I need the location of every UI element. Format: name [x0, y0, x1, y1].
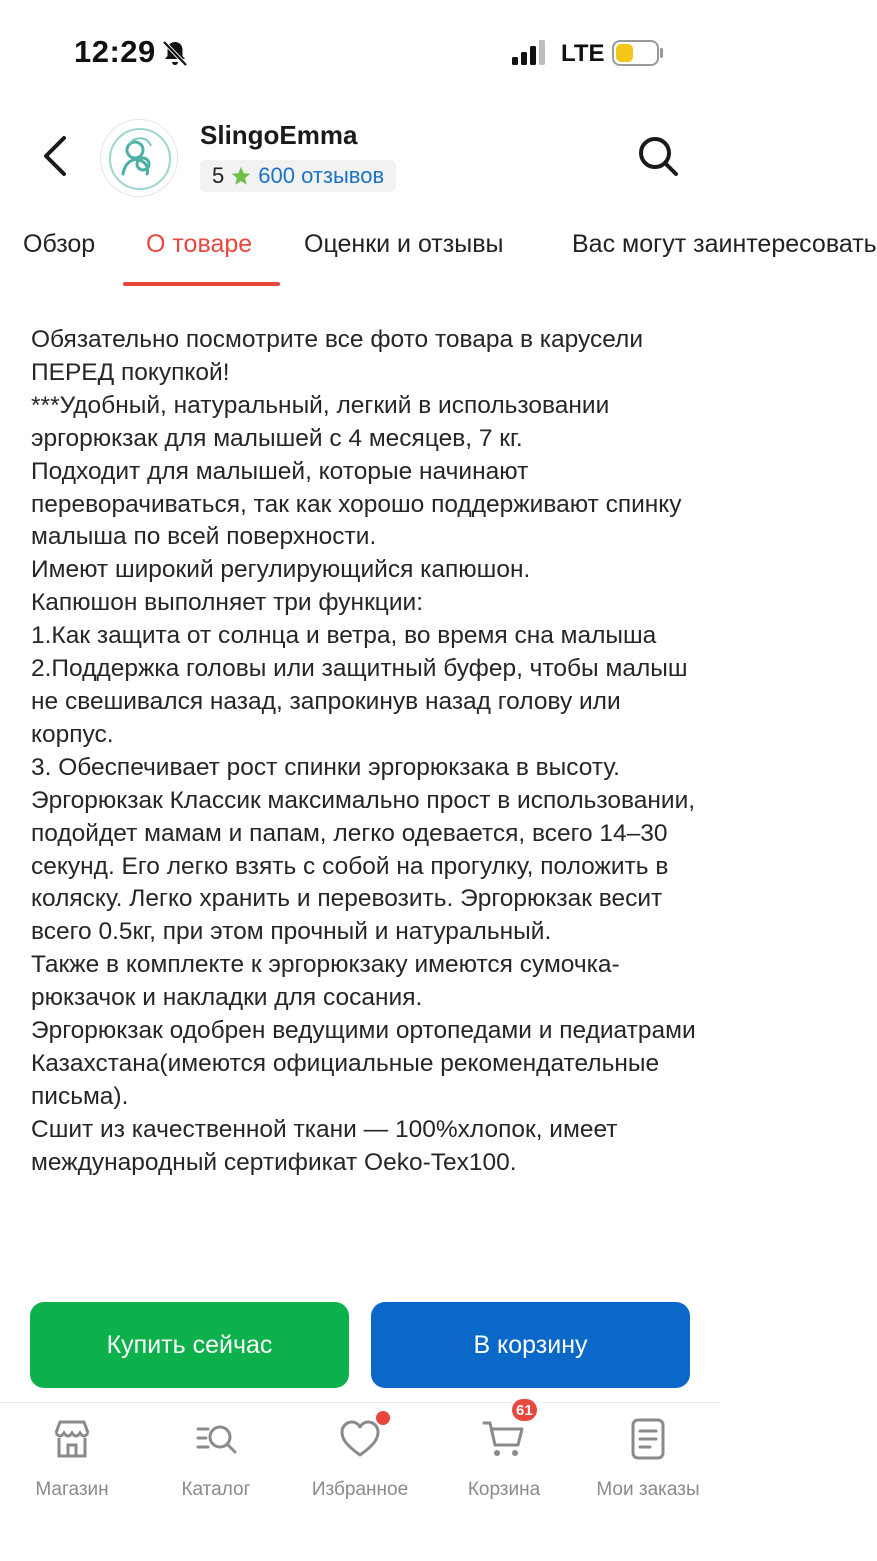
search-button[interactable]: [634, 132, 682, 180]
buy-now-button[interactable]: Купить сейчас: [30, 1302, 349, 1388]
status-time: 12:29: [74, 34, 156, 69]
nav-label: Корзина: [467, 1479, 541, 1500]
tab-bar: [0, 214, 877, 288]
back-button[interactable]: [30, 128, 80, 184]
description-paragraph: Эргорюкзак Классик максимально прост в использовании, подойдет мамам и папам, легко одевается, всего 14–30 секунд. Его легко взять с собой на прогулку, положить в коляску. Легко хранить и перевозить. Эргорюкзак весит всего 0.5кг, при этом прочный и натуральный.: [31, 786, 696, 946]
store-name[interactable]: SlingoEmma: [200, 120, 358, 150]
description-paragraph: Сшит из качественной ткани — 100%хлопок, имеет международный сертификат Oeko-Tex100.: [31, 1115, 618, 1176]
reviews-link[interactable]: 600 отзывов: [258, 163, 385, 188]
signal-icon: [512, 40, 548, 66]
add-to-cart-button[interactable]: В корзину: [371, 1302, 690, 1388]
search-icon: [634, 132, 682, 180]
cart-icon: [482, 1417, 526, 1461]
status-bar: [0, 0, 720, 104]
cart-icon-wrap: [482, 1401, 533, 1461]
store-icon: [50, 1417, 94, 1461]
rating-value: 5: [212, 163, 225, 188]
nav-label: Каталог: [181, 1479, 251, 1500]
nav-cart[interactable]: [432, 1401, 576, 1501]
sling-logo-icon: [101, 120, 179, 198]
nav-label: Мои заказы: [596, 1479, 700, 1500]
tab-reviews[interactable]: Оценки и отзывы: [304, 230, 504, 258]
tab-about-product[interactable]: О товаре: [146, 230, 253, 258]
description-paragraph: Эргорюкзак одобрен ведущими ортопедами и педиатрами Казахстана(имеются официальные рекомендательные письма).: [31, 1017, 696, 1110]
description-paragraph: 3. Обеспечивает рост спинки эргорюкзака в высоту.: [31, 753, 620, 781]
nav-label: Магазин: [35, 1479, 109, 1500]
cart-count-badge: 61: [510, 1397, 539, 1423]
purchase-actions: [0, 1302, 720, 1388]
tab-overview[interactable]: Обзор: [23, 230, 96, 258]
bottom-navigation: [0, 1402, 720, 1561]
nav-favorites[interactable]: [288, 1417, 432, 1501]
nav-store[interactable]: [0, 1417, 144, 1501]
star-icon: [230, 165, 252, 187]
rating-pill[interactable]: [200, 160, 396, 192]
store-logo[interactable]: [100, 119, 178, 197]
store-header: [0, 104, 720, 214]
chevron-left-icon: [40, 134, 70, 178]
description-paragraph: 2.Поддержка головы или защитный буфер, чтобы малыш не свешивался назад, запрокинув назад голову или корпус.: [31, 655, 688, 748]
description-paragraph: Подходит для малышей, которые начинают переворачиваться, так как хорошо поддерживают спинку малыша по всей поверхности.: [31, 457, 682, 551]
nav-label: Избранное: [311, 1479, 409, 1500]
description-paragraph: Обязательно посмотрите все фото товара в карусели ПЕРЕД покупкой!: [31, 326, 644, 386]
description-paragraph: 1.Как защита от солнца и ветра, во время сна малыша: [31, 622, 657, 650]
nav-catalog[interactable]: [144, 1417, 288, 1501]
heart-icon: [338, 1417, 382, 1461]
favorites-dot-indicator: [376, 1411, 390, 1425]
network-type: LTE: [561, 40, 605, 67]
product-description: [31, 324, 696, 1180]
description-paragraph: Имеют широкий регулирующийся капюшон.: [31, 556, 531, 584]
heart-icon-wrap: [338, 1417, 382, 1461]
nav-orders[interactable]: [576, 1417, 720, 1501]
catalog-icon: [194, 1417, 238, 1461]
active-tab-indicator: [123, 282, 280, 286]
description-paragraph: ***Удобный, натуральный, легкий в использовании эргорюкзак для малышей с 4 месяцев, 7 кг.: [31, 391, 610, 452]
orders-icon: [626, 1417, 670, 1461]
description-paragraph: Капюшон выполняет три функции:: [31, 589, 423, 617]
battery-icon: [612, 40, 664, 66]
description-paragraph: Также в комплекте к эргорюкзаку имеются сумочка-рюкзачок и накладки для сосания.: [31, 951, 620, 1012]
tab-recommendations[interactable]: Вас могут заинтересовать: [572, 230, 877, 258]
bell-off-icon: [160, 38, 190, 68]
